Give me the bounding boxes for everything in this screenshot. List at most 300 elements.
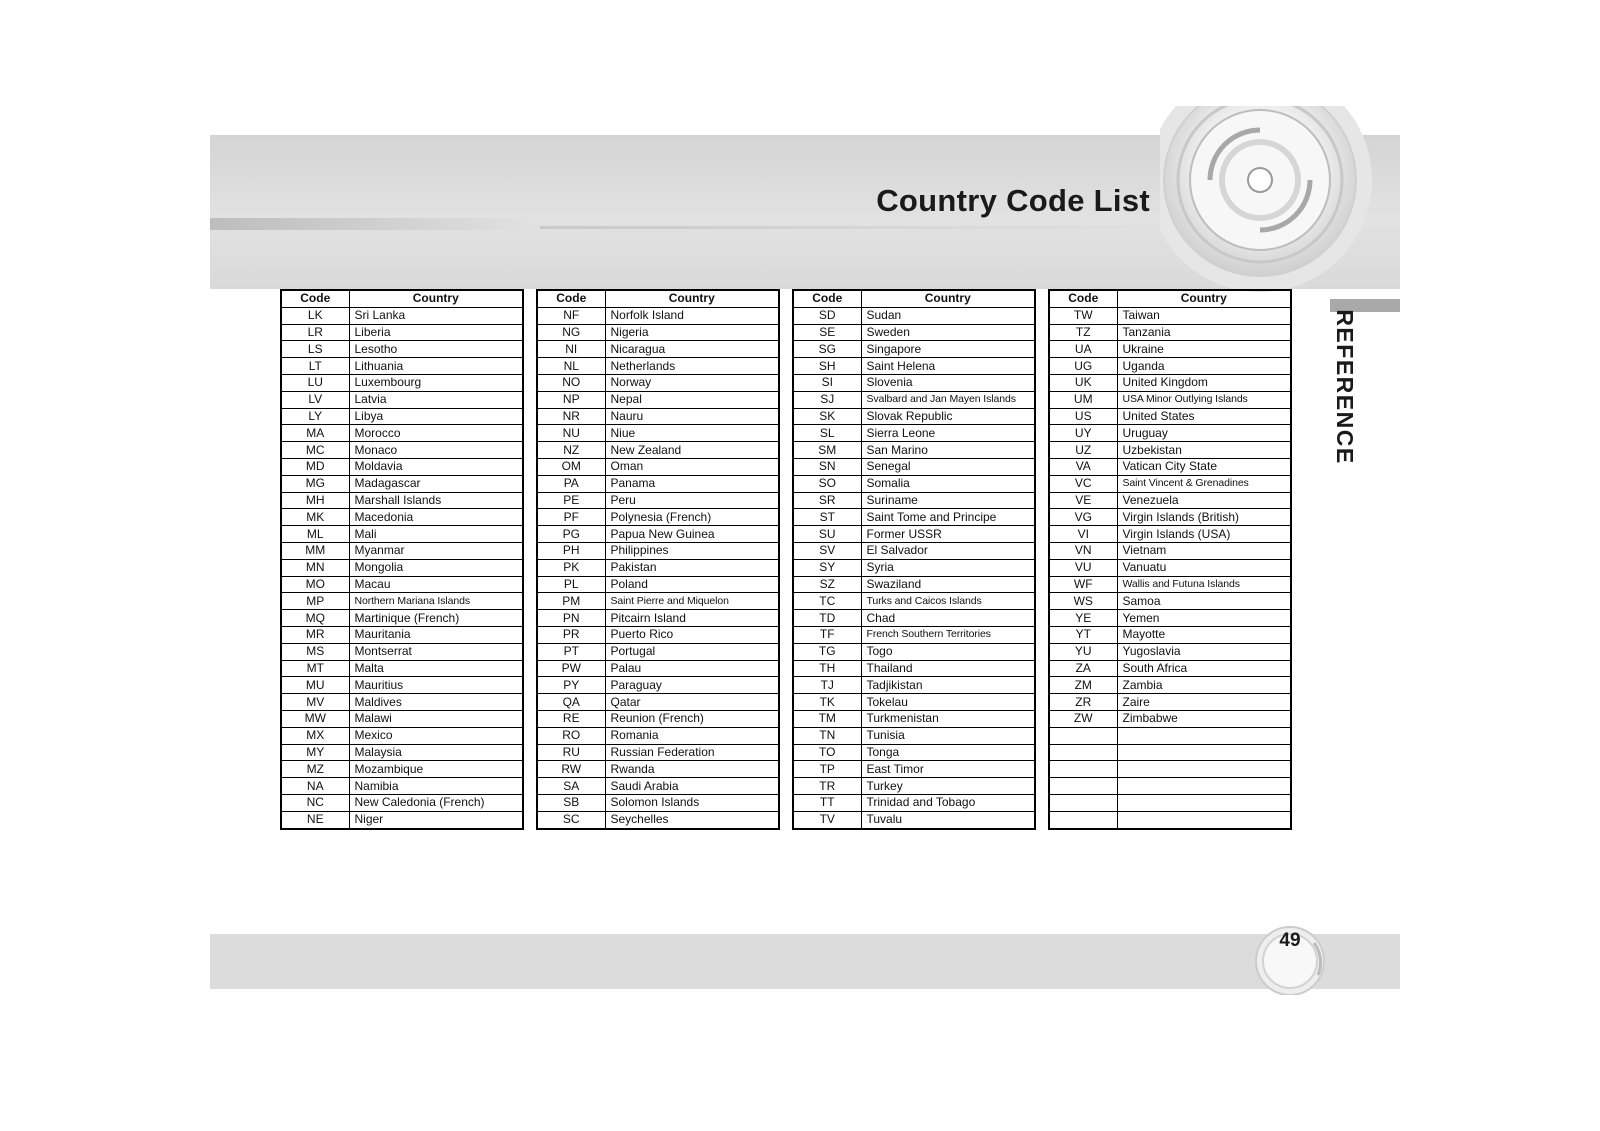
country-name-cell	[1117, 811, 1291, 828]
country-name-cell: USA Minor Outlying Islands	[1117, 391, 1291, 408]
country-name-cell: Portugal	[605, 643, 779, 660]
country-code-cell: WF	[1049, 576, 1117, 593]
table-row	[1049, 475, 1291, 492]
country-name-cell: Somalia	[861, 475, 1035, 492]
country-name-cell: Nauru	[605, 408, 779, 425]
country-code-cell: ZM	[1049, 677, 1117, 694]
country-code-cell: TO	[793, 744, 861, 761]
country-code-cell: VU	[1049, 559, 1117, 576]
country-name-cell: Reunion (French)	[605, 710, 779, 727]
country-code-cell: MN	[281, 559, 349, 576]
table-row	[793, 559, 1035, 576]
country-code-cell: MZ	[281, 761, 349, 778]
code-column-header: Code	[537, 290, 605, 307]
country-code-cell: MR	[281, 626, 349, 643]
country-name-cell: San Marino	[861, 442, 1035, 459]
country-code-cell: NG	[537, 324, 605, 341]
country-name-cell: Malaysia	[349, 744, 523, 761]
country-name-cell: Niger	[349, 811, 523, 828]
country-code-cell: YT	[1049, 626, 1117, 643]
country-code-cell: YE	[1049, 610, 1117, 627]
table-row	[1049, 358, 1291, 375]
table-row	[1049, 492, 1291, 509]
table-row	[793, 744, 1035, 761]
country-name-cell: Rwanda	[605, 761, 779, 778]
table-row	[793, 425, 1035, 442]
country-name-cell: Papua New Guinea	[605, 526, 779, 543]
table-row	[537, 358, 779, 375]
country-code-cell: MV	[281, 694, 349, 711]
country-name-cell: Chad	[861, 610, 1035, 627]
table-row	[1049, 811, 1291, 828]
table-row	[793, 660, 1035, 677]
country-code-cell: MP	[281, 593, 349, 610]
country-name-cell: Pitcairn Island	[605, 610, 779, 627]
country-code-cell: TF	[793, 626, 861, 643]
country-code-cell: SZ	[793, 576, 861, 593]
country-code-cell: NZ	[537, 442, 605, 459]
country-code-cell: SE	[793, 324, 861, 341]
country-code-cell: LK	[281, 307, 349, 324]
country-name-cell: South Africa	[1117, 660, 1291, 677]
table-row	[281, 778, 523, 795]
table-row	[1049, 458, 1291, 475]
country-name-cell: French Southern Territories	[861, 626, 1035, 643]
country-name-cell: Zambia	[1117, 677, 1291, 694]
country-code-cell: TC	[793, 593, 861, 610]
country-code-cell: NL	[537, 358, 605, 375]
country-name-cell: Moldavia	[349, 458, 523, 475]
table-row	[537, 374, 779, 391]
table-row	[1049, 778, 1291, 795]
country-code-cell: UZ	[1049, 442, 1117, 459]
table-row	[793, 408, 1035, 425]
country-code-cell: NC	[281, 794, 349, 811]
country-code-cell: LT	[281, 358, 349, 375]
country-code-cell: MM	[281, 542, 349, 559]
table-row	[537, 744, 779, 761]
country-name-cell: Montserrat	[349, 643, 523, 660]
country-code-cell: NI	[537, 341, 605, 358]
table-row	[1049, 559, 1291, 576]
country-name-cell: Madagascar	[349, 475, 523, 492]
table-row	[537, 677, 779, 694]
country-name-cell: Polynesia (French)	[605, 509, 779, 526]
table-row	[281, 324, 523, 341]
country-code-cell: PA	[537, 475, 605, 492]
country-code-cell: VI	[1049, 526, 1117, 543]
country-name-cell: Nepal	[605, 391, 779, 408]
table-row	[281, 374, 523, 391]
table-row	[793, 710, 1035, 727]
country-code-cell: RU	[537, 744, 605, 761]
country-name-cell: Uruguay	[1117, 425, 1291, 442]
table-row	[793, 778, 1035, 795]
table-row	[537, 794, 779, 811]
table-row	[537, 307, 779, 324]
country-code-cell: PM	[537, 593, 605, 610]
country-code-cell: TV	[793, 811, 861, 828]
table-row	[281, 391, 523, 408]
code-table	[536, 289, 780, 830]
country-code-cell: TG	[793, 643, 861, 660]
country-name-cell: Venezuela	[1117, 492, 1291, 509]
country-code-cell: SI	[793, 374, 861, 391]
code-table-block-1	[280, 289, 524, 830]
table-row	[281, 425, 523, 442]
code-table	[1048, 289, 1292, 830]
country-code-cell: YU	[1049, 643, 1117, 660]
country-name-cell: Tuvalu	[861, 811, 1035, 828]
disc-graphic	[1160, 106, 1400, 296]
table-row	[1049, 593, 1291, 610]
country-name-cell: Tunisia	[861, 727, 1035, 744]
table-row	[537, 408, 779, 425]
table-row	[281, 727, 523, 744]
table-row	[537, 526, 779, 543]
country-name-cell: United Kingdom	[1117, 374, 1291, 391]
country-code-cell: TT	[793, 794, 861, 811]
country-name-cell: Tanzania	[1117, 324, 1291, 341]
country-name-cell: New Caledonia (French)	[349, 794, 523, 811]
country-name-cell: Sweden	[861, 324, 1035, 341]
country-name-cell: Turkmenistan	[861, 710, 1035, 727]
country-code-cell: ZA	[1049, 660, 1117, 677]
table-row	[793, 358, 1035, 375]
table-row	[281, 811, 523, 828]
country-name-cell: Suriname	[861, 492, 1035, 509]
country-code-cell: RE	[537, 710, 605, 727]
country-code-cell: UM	[1049, 391, 1117, 408]
header-stripe-thin	[540, 226, 1180, 229]
country-name-cell: Former USSR	[861, 526, 1035, 543]
country-name-cell: Yemen	[1117, 610, 1291, 627]
country-name-cell: Saint Helena	[861, 358, 1035, 375]
country-name-cell: Saudi Arabia	[605, 778, 779, 795]
country-code-cell: VC	[1049, 475, 1117, 492]
country-code-cell: PK	[537, 559, 605, 576]
table-row	[281, 341, 523, 358]
country-name-cell: Thailand	[861, 660, 1035, 677]
table-row	[537, 542, 779, 559]
country-code-cell: NA	[281, 778, 349, 795]
table-row	[281, 744, 523, 761]
country-code-cell: MS	[281, 643, 349, 660]
table-row	[793, 442, 1035, 459]
country-name-cell: Mauritania	[349, 626, 523, 643]
table-row	[793, 593, 1035, 610]
country-code-cell: TZ	[1049, 324, 1117, 341]
country-code-cell: NO	[537, 374, 605, 391]
table-row	[537, 593, 779, 610]
table-row	[537, 576, 779, 593]
country-name-cell: Philippines	[605, 542, 779, 559]
country-name-cell: Morocco	[349, 425, 523, 442]
table-row	[281, 576, 523, 593]
country-code-cell: TR	[793, 778, 861, 795]
table-row	[537, 391, 779, 408]
table-row	[1049, 677, 1291, 694]
table-row	[1049, 576, 1291, 593]
country-code-cell: TW	[1049, 307, 1117, 324]
page-number: 49	[1279, 930, 1301, 951]
country-code-cell: ZR	[1049, 694, 1117, 711]
country-code-cell: SM	[793, 442, 861, 459]
country-name-cell: Panama	[605, 475, 779, 492]
table-row	[281, 475, 523, 492]
country-code-cell	[1049, 761, 1117, 778]
table-row	[1049, 509, 1291, 526]
table-row	[793, 694, 1035, 711]
table-row	[281, 458, 523, 475]
country-column-header: Country	[861, 290, 1035, 307]
country-code-cell: MT	[281, 660, 349, 677]
table-row	[793, 643, 1035, 660]
table-row	[281, 307, 523, 324]
country-name-cell: Pakistan	[605, 559, 779, 576]
country-code-cell: MY	[281, 744, 349, 761]
country-name-cell: Palau	[605, 660, 779, 677]
table-row	[281, 526, 523, 543]
country-column-header: Country	[1117, 290, 1291, 307]
country-code-cell: NR	[537, 408, 605, 425]
country-name-cell: Singapore	[861, 341, 1035, 358]
table-row	[281, 660, 523, 677]
table-row	[1049, 442, 1291, 459]
table-row	[537, 442, 779, 459]
table-row	[537, 458, 779, 475]
table-row	[793, 526, 1035, 543]
table-row	[281, 794, 523, 811]
table-row	[281, 542, 523, 559]
table-row	[537, 492, 779, 509]
country-name-cell: Puerto Rico	[605, 626, 779, 643]
table-row	[1049, 710, 1291, 727]
table-row	[1049, 794, 1291, 811]
country-name-cell: Oman	[605, 458, 779, 475]
country-name-cell: Nigeria	[605, 324, 779, 341]
country-name-cell: Malawi	[349, 710, 523, 727]
header-stripe	[210, 218, 540, 230]
country-name-cell: Qatar	[605, 694, 779, 711]
country-code-cell: TM	[793, 710, 861, 727]
table-row	[1049, 694, 1291, 711]
table-row	[537, 694, 779, 711]
country-code-cell: SY	[793, 559, 861, 576]
code-table-block-3	[792, 289, 1036, 830]
table-row	[281, 408, 523, 425]
country-code-cell: SB	[537, 794, 605, 811]
country-name-cell: Norfolk Island	[605, 307, 779, 324]
country-name-cell: United States	[1117, 408, 1291, 425]
country-name-cell: Sierra Leone	[861, 425, 1035, 442]
table-row	[537, 811, 779, 828]
country-name-cell: Lesotho	[349, 341, 523, 358]
country-name-cell: Vanuatu	[1117, 559, 1291, 576]
country-name-cell: Uganda	[1117, 358, 1291, 375]
country-code-cell: PT	[537, 643, 605, 660]
country-name-cell: Virgin Islands (USA)	[1117, 526, 1291, 543]
table-row	[1049, 374, 1291, 391]
country-name-cell: New Zealand	[605, 442, 779, 459]
table-row	[793, 794, 1035, 811]
table-row	[537, 727, 779, 744]
country-name-cell: Luxembourg	[349, 374, 523, 391]
country-code-cell: TH	[793, 660, 861, 677]
country-name-cell: Niue	[605, 425, 779, 442]
table-header-row	[537, 290, 779, 307]
country-code-cell: MW	[281, 710, 349, 727]
country-name-cell: Turkey	[861, 778, 1035, 795]
country-code-cell: SD	[793, 307, 861, 324]
table-row	[1049, 610, 1291, 627]
table-row	[1049, 761, 1291, 778]
country-name-cell	[1117, 744, 1291, 761]
country-name-cell: Syria	[861, 559, 1035, 576]
table-row	[537, 475, 779, 492]
country-name-cell: Senegal	[861, 458, 1035, 475]
country-name-cell: Netherlands	[605, 358, 779, 375]
country-name-cell: Ukraine	[1117, 341, 1291, 358]
country-code-cell: SJ	[793, 391, 861, 408]
table-row	[281, 610, 523, 627]
country-code-cell: TK	[793, 694, 861, 711]
table-row	[793, 324, 1035, 341]
country-code-cell: WS	[1049, 593, 1117, 610]
country-code-cell: MX	[281, 727, 349, 744]
country-name-cell: Macau	[349, 576, 523, 593]
table-row	[537, 509, 779, 526]
table-row	[793, 509, 1035, 526]
table-row	[793, 341, 1035, 358]
table-row	[537, 710, 779, 727]
table-row	[793, 610, 1035, 627]
table-row	[793, 391, 1035, 408]
country-name-cell: Vietnam	[1117, 542, 1291, 559]
country-code-cell: LY	[281, 408, 349, 425]
country-code-cell: VN	[1049, 542, 1117, 559]
country-name-cell: Martinique (French)	[349, 610, 523, 627]
country-code-tables	[280, 289, 1292, 829]
country-code-cell: SU	[793, 526, 861, 543]
table-row	[1049, 626, 1291, 643]
country-name-cell: Liberia	[349, 324, 523, 341]
table-row	[1049, 643, 1291, 660]
table-row	[281, 643, 523, 660]
country-name-cell: Samoa	[1117, 593, 1291, 610]
table-row	[1049, 660, 1291, 677]
country-name-cell: Slovak Republic	[861, 408, 1035, 425]
country-name-cell: Lithuania	[349, 358, 523, 375]
country-code-cell: NF	[537, 307, 605, 324]
country-code-cell: SV	[793, 542, 861, 559]
table-row	[1049, 526, 1291, 543]
country-code-cell: SA	[537, 778, 605, 795]
table-row	[793, 677, 1035, 694]
country-code-cell: PH	[537, 542, 605, 559]
code-column-header: Code	[1049, 290, 1117, 307]
country-code-cell: VA	[1049, 458, 1117, 475]
country-name-cell: Seychelles	[605, 811, 779, 828]
country-name-cell: Swaziland	[861, 576, 1035, 593]
country-name-cell: Sri Lanka	[349, 307, 523, 324]
country-name-cell: Mongolia	[349, 559, 523, 576]
country-name-cell: Mauritius	[349, 677, 523, 694]
country-code-cell	[1049, 744, 1117, 761]
country-code-cell	[1049, 778, 1117, 795]
country-name-cell: Mayotte	[1117, 626, 1291, 643]
country-name-cell: Uzbekistan	[1117, 442, 1291, 459]
country-name-cell: Poland	[605, 576, 779, 593]
country-name-cell	[1117, 778, 1291, 795]
country-name-cell: Mexico	[349, 727, 523, 744]
table-row	[793, 811, 1035, 828]
country-name-cell: Yugoslavia	[1117, 643, 1291, 660]
country-name-cell: Mali	[349, 526, 523, 543]
country-name-cell	[1117, 761, 1291, 778]
table-header-row	[793, 290, 1035, 307]
country-code-cell: MU	[281, 677, 349, 694]
country-code-cell: UK	[1049, 374, 1117, 391]
table-row	[793, 458, 1035, 475]
country-name-cell: El Salvador	[861, 542, 1035, 559]
country-code-cell: OM	[537, 458, 605, 475]
country-name-cell: Namibia	[349, 778, 523, 795]
country-code-cell: MC	[281, 442, 349, 459]
country-code-cell: LU	[281, 374, 349, 391]
country-code-cell: RO	[537, 727, 605, 744]
country-name-cell: Vatican City State	[1117, 458, 1291, 475]
table-row	[281, 626, 523, 643]
code-table-block-2	[536, 289, 780, 830]
country-code-cell: RW	[537, 761, 605, 778]
country-code-cell: SH	[793, 358, 861, 375]
country-name-cell	[1117, 794, 1291, 811]
country-name-cell: Tonga	[861, 744, 1035, 761]
table-row	[793, 727, 1035, 744]
country-code-cell: PL	[537, 576, 605, 593]
country-code-cell: NP	[537, 391, 605, 408]
country-code-cell: SK	[793, 408, 861, 425]
table-row	[537, 559, 779, 576]
country-code-cell: TD	[793, 610, 861, 627]
country-code-cell: ML	[281, 526, 349, 543]
country-name-cell: Malta	[349, 660, 523, 677]
table-row	[793, 761, 1035, 778]
country-code-cell: TJ	[793, 677, 861, 694]
country-name-cell: Wallis and Futuna Islands	[1117, 576, 1291, 593]
table-row	[1049, 542, 1291, 559]
table-row	[537, 643, 779, 660]
country-name-cell: Virgin Islands (British)	[1117, 509, 1291, 526]
country-code-cell: TP	[793, 761, 861, 778]
country-code-cell: NU	[537, 425, 605, 442]
country-code-cell: SO	[793, 475, 861, 492]
country-name-cell: Romania	[605, 727, 779, 744]
country-code-cell: MD	[281, 458, 349, 475]
country-name-cell: Macedonia	[349, 509, 523, 526]
code-table-block-4	[1048, 289, 1292, 830]
table-row	[281, 559, 523, 576]
table-header-row	[1049, 290, 1291, 307]
country-name-cell: Saint Pierre and Miquelon	[605, 593, 779, 610]
table-row	[793, 374, 1035, 391]
table-row	[537, 610, 779, 627]
country-code-cell: MK	[281, 509, 349, 526]
table-row	[1049, 744, 1291, 761]
table-row	[281, 509, 523, 526]
country-code-cell: PW	[537, 660, 605, 677]
